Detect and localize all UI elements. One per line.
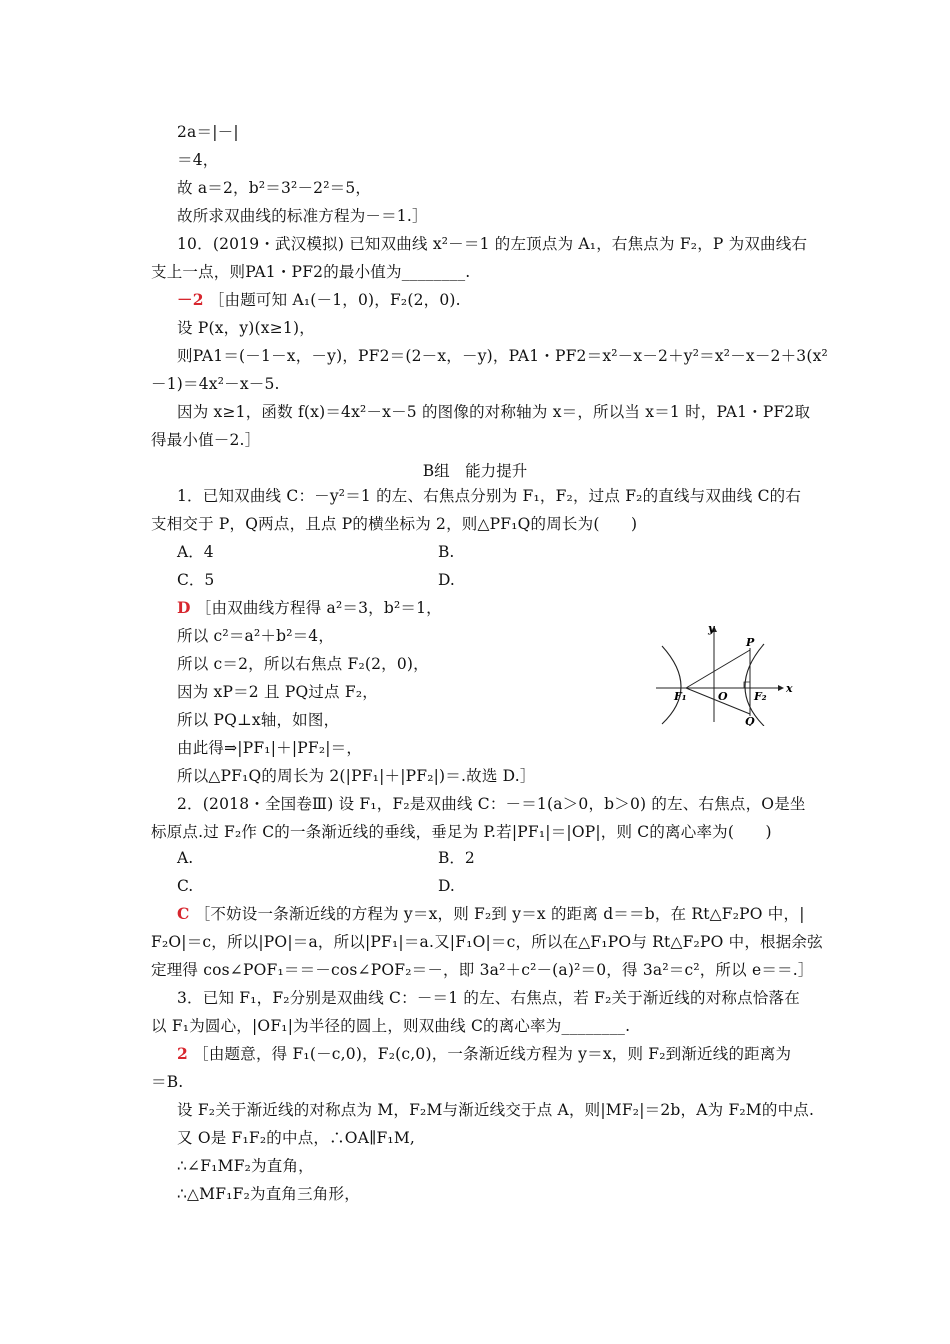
text-line: 所以△PF₁Q的周长为 2(|PF₁|＋|PF₂|)＝.故选 D.］ — [177, 767, 536, 785]
text-line: ∴∠F₁MF₂为直角， — [177, 1157, 314, 1175]
text-line: 因为 xP＝2 且 PQ过点 F₂， — [177, 683, 378, 701]
problem-1-line: 支相交于 P，Q两点，且点 P的横坐标为 2，则△PF₁Q的周长为( ) — [151, 515, 638, 533]
option-d: D. — [438, 571, 455, 589]
label-x: x — [786, 682, 793, 695]
text-line: 设 F₂关于渐近线的对称点为 M，F₂M与渐近线交于点 A，则|MF₂|＝2b，A为 F₂M的中点. — [177, 1101, 815, 1119]
text-line: F₂O|＝c，所以|PO|＝a，所以|PF₁|＝a.又|F₁O|＝c，所以在△F₁PO与 Rt△F₂PO 中，根据余弦 — [151, 933, 823, 951]
option-b: B. — [438, 543, 455, 561]
answer-line — [177, 1044, 791, 1064]
answer-mark: －2 — [177, 290, 204, 309]
answer-line — [177, 290, 461, 310]
right-branch — [745, 644, 764, 726]
text-line: 所以 c²＝a²＋b²＝4， — [177, 627, 335, 645]
text-line: 则PA1＝(－1－x，－y)，PF2＝(2－x，－y)，PA1・PF2＝x²－x－2＋y²＝x²－x－2＋3(x² — [177, 347, 828, 365]
text-line: 所以 c＝2，所以右焦点 F₂(2，0)， — [177, 655, 429, 673]
text-line: 定理得 cos∠POF₁＝＝－cos∠POF₂＝－，即 3a²＋c²－(a)²＝0，得 3a²＝c²，所以 e＝＝.］ — [151, 961, 814, 979]
answer-mark: D — [177, 598, 191, 617]
option-c: C. — [177, 877, 194, 895]
problem-10-line: 10．(2019・武汉模拟) 已知双曲线 x²－＝1 的左顶点为 A₁，右焦点为 F₂，P 为双曲线右 — [177, 235, 808, 253]
text-line: 2a＝|－| — [177, 123, 239, 141]
text-line: －1)＝4x²－x－5. — [151, 375, 280, 393]
option-b: B．2 — [438, 849, 475, 867]
f1p-segment — [686, 650, 750, 688]
text-line: ＝4， — [177, 151, 219, 169]
answer-text: ［由题意，得 F₁(－c,0)，F₂(c,0)，一条渐近线方程为 y＝x，则 F₂到渐近线的距离为 — [193, 1045, 792, 1063]
text-line: 故所求双曲线的标准方程为－＝1.］ — [177, 207, 428, 225]
hyperbola-diagram — [652, 618, 796, 726]
label-q: Q — [745, 715, 755, 726]
answer-mark: C — [177, 904, 190, 923]
problem-2-line: 标原点.过 F₂作 C的一条渐近线的垂线，垂足为 P.若|PF₁|＝|OP|，则 C的离心率为( ) — [151, 823, 772, 841]
text-line: 故 a＝2，b²＝3²－2²＝5， — [177, 179, 372, 197]
answer-text: ［不妨设一条渐近线的方程为 y＝x，则 F₂到 y＝x 的距离 d＝＝b，在 Rt△F₂PO 中，| — [194, 905, 805, 923]
problem-3-line: 3．已知 F₁，F₂分别是双曲线 C：－＝1 的左、右焦点，若 F₂关于渐近线的对称点恰落在 — [177, 989, 800, 1007]
text-line: 得最小值－2.］ — [151, 431, 261, 449]
label-f2: F₂ — [754, 690, 767, 703]
problem-10-line: 支上一点，则PA1・PF2的最小值为________. — [151, 263, 471, 281]
text-line: ＝B. — [151, 1073, 184, 1091]
hyperbola-figure — [652, 618, 796, 726]
option-d: D. — [438, 877, 455, 895]
label-f1: F₁ — [674, 690, 687, 703]
answer-text: ［由题可知 A₁(－1，0)，F₂(2，0). — [208, 291, 461, 309]
text-line: 因为 x≥1，函数 f(x)＝4x²－x－5 的图像的对称轴为 x＝，所以当 x＝1 时，PA1・PF2取 — [177, 403, 811, 421]
label-p: P — [746, 636, 755, 649]
problem-1-line: 1．已知双曲线 C：－y²＝1 的左、右焦点分别为 F₁，F₂，过点 F₂的直线与双曲线 C的右 — [177, 487, 802, 505]
x-axis-arrow — [778, 685, 784, 691]
answer-line — [177, 598, 442, 618]
text-line: 由此得⇒|PF₁|＋|PF₂|＝， — [177, 739, 363, 757]
problem-2-line: 2．(2018・全国卷Ⅲ) 设 F₁，F₂是双曲线 C：－＝1(a＞0，b＞0) 的左、右焦点，O是坐 — [177, 795, 806, 813]
answer-mark: 2 — [177, 1044, 188, 1063]
section-heading: B组 能力提升 — [422, 462, 528, 480]
answer-line — [177, 904, 805, 924]
option-a: A. — [177, 849, 194, 867]
left-branch — [662, 646, 681, 724]
text-line: 又 O是 F₁F₂的中点，∴OA∥F₁M, — [177, 1129, 416, 1147]
option-a: A．4 — [177, 543, 214, 561]
label-y: y — [708, 622, 715, 635]
option-c: C．5 — [177, 571, 215, 589]
text-line: 设 P(x，y)(x≥1)， — [177, 319, 315, 337]
problem-3-line: 以 F₁为圆心，|OF₁|为半径的圆上，则双曲线 C的离心率为________. — [151, 1017, 631, 1035]
text-line: 所以 PQ⊥x轴，如图， — [177, 711, 340, 729]
text-line: ∴△MF₁F₂为直角三角形， — [177, 1185, 360, 1203]
label-o: O — [718, 690, 728, 703]
answer-text: ［由双曲线方程得 a²＝3，b²＝1， — [195, 599, 442, 617]
